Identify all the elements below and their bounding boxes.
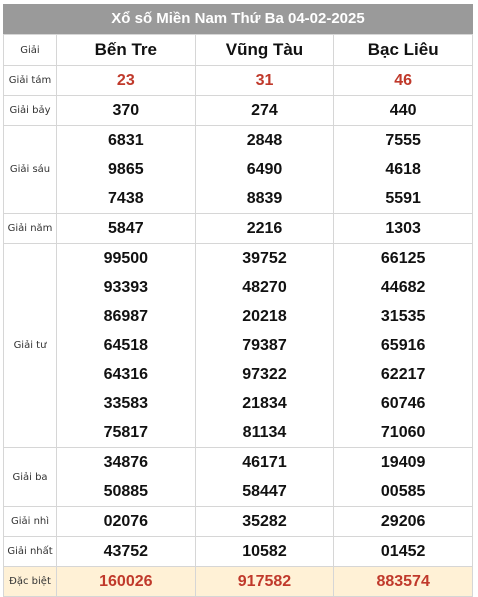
prize-row-g2 (4, 507, 473, 537)
result-number: 440 (389, 102, 417, 119)
prize-label: Giải tư (4, 244, 57, 448)
result-number: 23 (116, 72, 135, 89)
prize-label: Giải ba (4, 448, 57, 507)
result-number: 58447 (242, 483, 287, 500)
result-number: 5591 (385, 190, 421, 207)
province-vung-tau[interactable]: Vũng Tàu (195, 35, 334, 66)
result-number: 20218 (242, 308, 287, 325)
result-number: 31 (255, 72, 274, 89)
result-number: 71060 (380, 424, 426, 441)
result-number: 99500 (103, 250, 149, 267)
result-number: 274 (251, 102, 278, 119)
result-number: 31535 (380, 308, 426, 325)
result-number: 7555 (385, 132, 421, 149)
result-number: 6831 (108, 132, 144, 149)
prize-label: Giải bảy (4, 96, 57, 126)
result-number: 9865 (108, 161, 144, 178)
page-title: Xổ số Miền Nam Thứ Ba 04-02-2025 (3, 4, 473, 34)
result-number: 75817 (103, 424, 149, 441)
result-number: 93393 (103, 279, 149, 296)
result-number: 46171 (242, 454, 287, 471)
result-number: 43752 (103, 543, 149, 560)
result-number: 21834 (242, 395, 287, 412)
result-number: 46 (394, 72, 413, 89)
prize-row-g1 (4, 537, 473, 567)
prize-label: Giải nhì (4, 507, 57, 537)
prize-row-special (4, 567, 473, 597)
prize-label: Đặc biệt (4, 567, 57, 597)
result-number: 4618 (385, 161, 421, 178)
prize-label: Giải năm (4, 214, 57, 244)
result-number: 8839 (246, 190, 283, 207)
result-number: 6490 (246, 161, 283, 178)
result-number: 65916 (380, 337, 426, 354)
table-header-row (4, 35, 473, 66)
result-number: 2848 (246, 132, 283, 149)
result-number: 5847 (108, 220, 144, 237)
result-number: 34876 (103, 454, 149, 471)
prize-row-g4 (4, 244, 473, 448)
result-number: 60746 (380, 395, 426, 412)
result-number: 35282 (242, 513, 287, 530)
result-number: 33583 (103, 395, 149, 412)
result-number: 86987 (103, 308, 149, 325)
result-number: 370 (112, 102, 140, 119)
result-number: 64316 (103, 366, 149, 383)
header-prize-label: Giải (4, 35, 57, 66)
result-number: 97322 (242, 366, 287, 383)
prize-row-g5 (4, 214, 473, 244)
prize-row-g6 (4, 126, 473, 214)
result-number: 64518 (103, 337, 149, 354)
result-number: 01452 (380, 543, 426, 560)
result-number: 62217 (380, 366, 426, 383)
result-number: 883574 (376, 573, 430, 590)
prize-row-g8 (4, 66, 473, 96)
result-number: 10582 (242, 543, 287, 560)
result-number: 1303 (385, 220, 421, 237)
province-bac-lieu[interactable]: Bạc Liêu (334, 35, 473, 66)
result-number: 19409 (380, 454, 426, 471)
result-number: 160026 (99, 573, 153, 590)
result-number: 79387 (242, 337, 287, 354)
result-number: 00585 (380, 483, 426, 500)
prize-label: Giải tám (4, 66, 57, 96)
result-number: 917582 (237, 573, 292, 590)
result-number: 48270 (242, 279, 287, 296)
result-number: 02076 (103, 513, 149, 530)
result-number: 66125 (380, 250, 426, 267)
prize-label: Giải sáu (4, 126, 57, 214)
result-number: 81134 (242, 424, 287, 441)
result-number: 39752 (242, 250, 287, 267)
result-number: 44682 (380, 279, 426, 296)
result-number: 2216 (246, 220, 283, 237)
results-widget (3, 4, 473, 597)
prize-label: Giải nhất (4, 537, 57, 567)
result-number: 50885 (103, 483, 149, 500)
result-number: 7438 (108, 190, 144, 207)
province-ben-tre[interactable]: Bến Tre (57, 35, 196, 66)
prize-row-g3 (4, 448, 473, 507)
results-table (3, 34, 473, 597)
result-number: 29206 (380, 513, 426, 530)
prize-row-g7 (4, 96, 473, 126)
